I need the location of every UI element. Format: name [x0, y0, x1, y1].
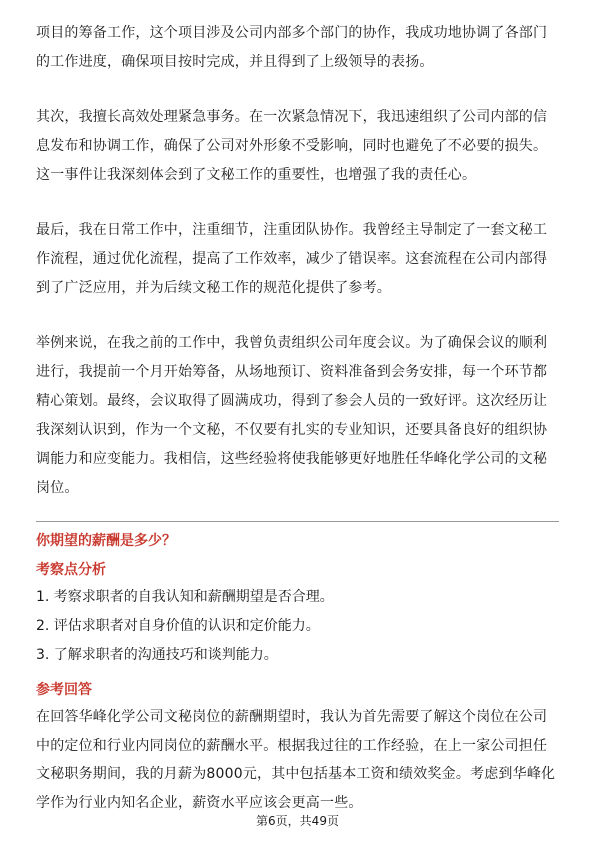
paragraph-2: [36, 103, 563, 190]
section-divider: [36, 521, 559, 522]
text-line: 文秘职务期间，我的月薪为8000元，其中包括基本工资和绩效奖金。考虑到华峰化: [36, 766, 556, 782]
answer-paragraph: [36, 703, 563, 817]
analysis-heading: 考察点分析: [36, 562, 106, 578]
paragraph-4: [36, 329, 563, 503]
text-line: 进行，我提前一个月开始筹备，从场地预订、资料准备到会务安排，每一个环节都: [36, 364, 548, 380]
body-text: [36, 19, 563, 503]
question-heading: 你期望的薪酬是多少？: [36, 533, 176, 549]
text-line: 调能力和应变能力。我相信，这些经验将使我能够更好地胜任华峰化学公司的文秘: [36, 451, 548, 467]
text-line: 最后，我在日常工作中，注重细节，注重团队协作。我曾经主导制定了一套文秘工: [36, 222, 548, 238]
text-line: 项目的筹备工作，这个项目涉及公司内部多个部门的协作，我成功地协调了各部门: [36, 25, 548, 41]
text-line: 在回答华峰化学公司文秘岗位的薪酬期望时，我认为首先需要了解这个岗位在公司: [36, 709, 548, 725]
reference-heading: 参考回答: [36, 682, 92, 698]
text-line: 中的定位和行业内同岗位的薪酬水平。根据我过往的工作经验，在上一家公司担任: [36, 737, 548, 754]
text-line: 这一事件让我深刻体会到了文秘工作的重要性，也增强了我的责任心。: [36, 167, 477, 183]
text-line: 息发布和协调工作，确保了公司对外形象不受影响，同时也避免了不必要的损失。: [36, 138, 548, 154]
page-content: [36, 0, 563, 842]
analysis-point: 1. 考察求职者的自我认知和薪酬期望是否合理。: [36, 589, 334, 605]
page-number: 第6页，共49页: [256, 814, 339, 828]
text-line: 学作为行业内知名企业，薪资水平应该会更高一些。: [36, 794, 363, 811]
text-line: 的工作进度，确保项目按时完成，并且得到了上级领导的表扬。: [36, 54, 434, 70]
text-line: 其次，我擅长高效处理紧急事务。在一次紧急情况下，我迅速组织了公司内部的信: [36, 109, 548, 125]
text-line: 岗位。: [36, 480, 79, 496]
analysis-point: 2. 评估求职者对自身价值的认识和定价能力。: [36, 618, 320, 634]
analysis-point: 3. 了解求职者的沟通技巧和谈判能力。: [36, 647, 278, 663]
text-line: 我深刻认识到，作为一个文秘，不仅要有扎实的专业知识，还要具备良好的组织协: [36, 422, 548, 438]
text-line: 举例来说，在我之前的工作中，我曾负责组织公司年度会议。为了确保会议的顺利: [36, 335, 548, 351]
reference-answer: [36, 703, 563, 817]
text-line: 作流程，通过优化流程，提高了工作效率，减少了错误率。这套流程在公司内部得: [36, 251, 548, 267]
paragraph-1: [36, 19, 563, 77]
text-line: 精心策划。最终，会议取得了圆满成功，得到了参会人员的一致好评。这次经历让: [36, 393, 548, 409]
text-line: 到了广泛应用，并为后续文秘工作的规范化提供了参考。: [36, 280, 391, 296]
paragraph-3: [36, 216, 563, 303]
